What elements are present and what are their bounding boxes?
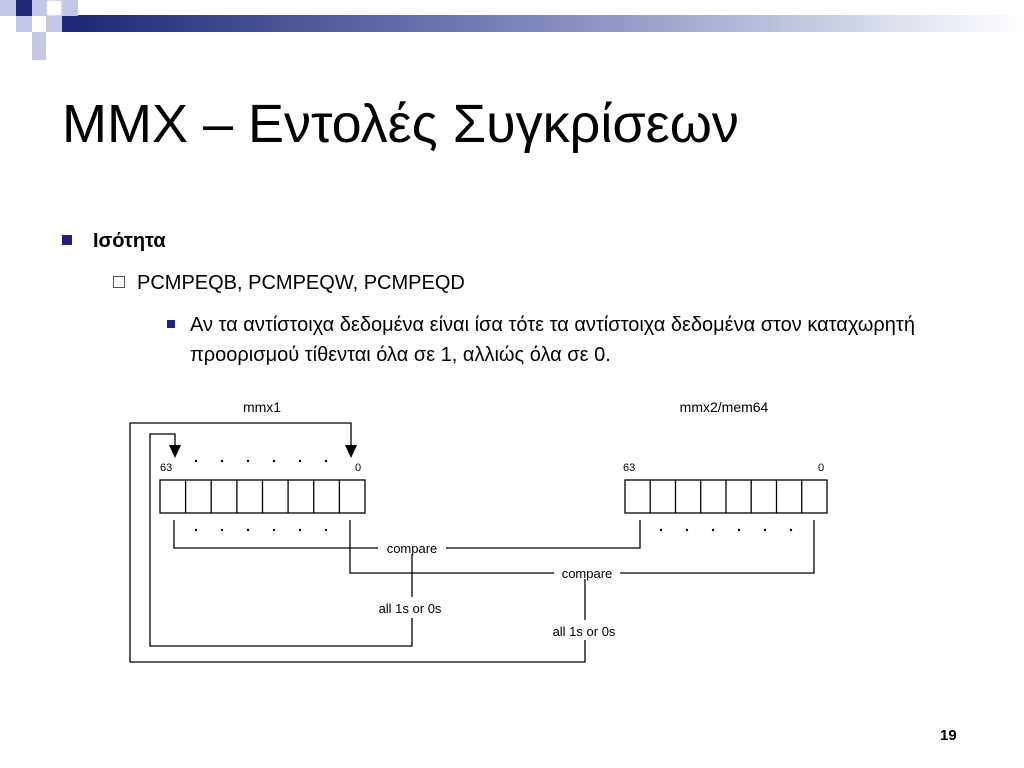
compare-path-left-1: [174, 520, 378, 548]
slide-title: MMX – Εντολές Συγκρίσεων: [62, 94, 739, 154]
right-low-bit-label: 0: [818, 462, 825, 474]
result-label-2: all 1s or 0s: [552, 624, 616, 639]
bullet-level-1-text: Ισότητα: [93, 230, 166, 252]
arrowhead-icon: [169, 445, 181, 458]
left-low-bit-label: 0: [355, 462, 362, 474]
left-register-label: mmx1: [242, 399, 282, 415]
writeback-path-1: [150, 434, 412, 646]
arrowhead-icon: [345, 445, 357, 458]
compare-label-1: compare: [386, 541, 438, 556]
bullet-level-2-text: PCMPEQB, PCMPEQW, PCMPEQD: [137, 272, 465, 294]
compare-path-right-2: [620, 520, 814, 573]
compare-label-2: compare: [561, 566, 613, 581]
page-number: 19: [940, 727, 957, 744]
bullet-level-3-text: Αν τα αντίστοιχα δεδομένα είναι ίσα τότε τα αντίστοιχα δεδομένα στον καταχωρητή προορισμού τίθενται όλα σε 1, αλλιώς όλα σε 0.: [190, 314, 915, 366]
right-register-label: mmx2/mem64: [679, 399, 769, 415]
left-high-bit-label: 63: [160, 462, 173, 474]
right-high-bit-label: 63: [623, 462, 636, 474]
compare-path-left-2: [350, 520, 554, 573]
writeback-path-2: [130, 423, 585, 662]
compare-path-right-1: [446, 520, 640, 548]
result-label-1: all 1s or 0s: [378, 601, 442, 616]
